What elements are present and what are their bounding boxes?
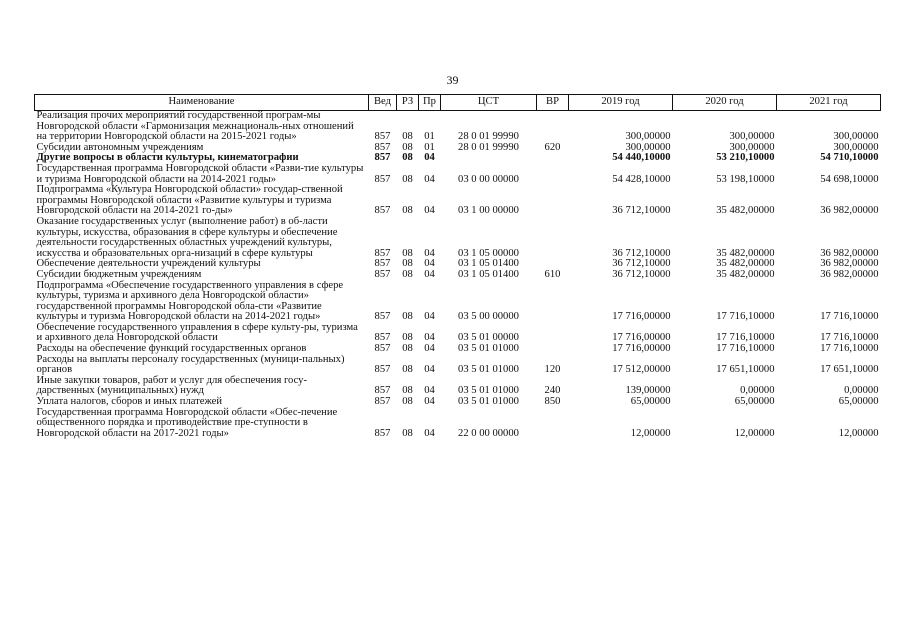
row-2021: 54 710,10000 xyxy=(820,152,879,164)
row-name: Субсидии автономным учреждениям xyxy=(36,141,204,153)
row-2019: 65,00000 xyxy=(630,396,671,408)
table-row xyxy=(35,164,881,185)
row-2019: 300,00000 xyxy=(625,141,671,153)
row-2019: 300,00000 xyxy=(625,131,671,143)
row-cst: 03 5 01 01000 xyxy=(458,396,519,408)
row-pr: 04 xyxy=(424,205,435,217)
row-rz: 08 xyxy=(402,141,413,153)
row-ved: 857 xyxy=(374,364,391,376)
row-ved: 857 xyxy=(374,385,391,397)
row-2020: 35 482,00000 xyxy=(716,258,775,270)
row-2021: 54 698,10000 xyxy=(820,173,879,185)
row-cst: 03 1 05 01400 xyxy=(458,268,519,280)
row-name: Реализация прочих мероприятий государственной програм-мы Новгородской области «Гармонизация межнациональ-ных отношений на территории Новгородской области на 2015-2021 годы» xyxy=(36,110,354,143)
row-vr: 120 xyxy=(544,364,561,376)
row-cst: 03 5 00 00000 xyxy=(458,311,519,323)
header-ved: Вед xyxy=(369,95,397,111)
row-2021: 0,00000 xyxy=(844,385,879,397)
table-row xyxy=(35,270,881,281)
row-pr: 04 xyxy=(424,396,435,408)
header-name: Наименование xyxy=(35,95,369,111)
table-row xyxy=(35,217,881,259)
row-2019: 36 712,10000 xyxy=(612,205,671,217)
row-pr: 04 xyxy=(424,152,435,164)
row-name: Расходы на обеспечение функций государственных органов xyxy=(36,343,307,355)
row-2020: 300,00000 xyxy=(729,131,775,143)
row-vr xyxy=(537,217,569,259)
table-row xyxy=(35,185,881,217)
row-cst: 03 5 01 01000 xyxy=(458,343,519,355)
row-vr: 240 xyxy=(544,385,561,397)
row-vr: 610 xyxy=(544,268,561,280)
row-ved: 857 xyxy=(374,205,391,217)
row-rz: 08 xyxy=(402,364,413,376)
row-vr xyxy=(537,185,569,217)
row-rz: 08 xyxy=(402,131,413,143)
row-2021: 36 982,00000 xyxy=(820,205,879,217)
row-ved: 857 xyxy=(374,247,391,259)
header-cst: ЦСТ xyxy=(441,95,537,111)
row-ved: 857 xyxy=(374,141,391,153)
row-name: Субсидии бюджетным учреждениям xyxy=(36,268,202,280)
budget-table xyxy=(34,94,881,439)
header-2021: 2021 год xyxy=(777,95,881,111)
row-2021: 17 716,10000 xyxy=(820,311,879,323)
row-pr: 04 xyxy=(424,311,435,323)
row-2019: 36 712,10000 xyxy=(612,258,671,270)
row-vr: 620 xyxy=(544,141,561,153)
row-vr xyxy=(537,281,569,323)
row-ved: 857 xyxy=(374,152,391,164)
row-vr xyxy=(537,111,569,143)
row-cst: 22 0 00 00000 xyxy=(458,427,519,439)
row-2021: 300,00000 xyxy=(833,131,879,143)
row-2019: 12,00000 xyxy=(630,427,671,439)
row-vr xyxy=(537,323,569,344)
row-2019: 36 712,10000 xyxy=(612,268,671,280)
row-2019: 17 716,00000 xyxy=(612,343,671,355)
header-vr: ВР xyxy=(537,95,569,111)
row-ved: 857 xyxy=(374,427,391,439)
row-rz: 08 xyxy=(402,343,413,355)
row-rz: 08 xyxy=(402,173,413,185)
row-name: Иные закупки товаров, работ и услуг для обеспечения госу-дарственных (муниципальных) нужд xyxy=(36,374,308,397)
row-cst: 03 1 05 00000 xyxy=(458,247,519,259)
row-2019: 54 440,10000 xyxy=(612,152,671,164)
table-row xyxy=(35,355,881,376)
row-name: Обеспечение деятельности учреждений культуры xyxy=(36,258,261,270)
row-pr: 04 xyxy=(424,173,435,185)
row-2021: 17 716,10000 xyxy=(820,332,879,344)
row-2021: 300,00000 xyxy=(833,141,879,153)
row-2021: 36 982,00000 xyxy=(820,258,879,270)
row-2021: 36 982,00000 xyxy=(820,247,879,259)
row-vr xyxy=(537,164,569,185)
row-rz: 08 xyxy=(402,427,413,439)
row-pr: 04 xyxy=(424,385,435,397)
row-2020: 12,00000 xyxy=(734,427,775,439)
row-name: Расходы на выплаты персоналу государственных (муници-пальных) органов xyxy=(36,353,345,376)
row-ved: 857 xyxy=(374,343,391,355)
page-number: 39 xyxy=(446,73,459,87)
row-cst: 03 5 01 01000 xyxy=(458,385,519,397)
row-ved: 857 xyxy=(374,311,391,323)
row-name: Другие вопросы в области культуры, кинематографии xyxy=(36,152,299,164)
row-cst: 28 0 01 99990 xyxy=(458,131,519,143)
row-rz: 08 xyxy=(402,385,413,397)
row-ved: 857 xyxy=(374,131,391,143)
row-rz: 08 xyxy=(402,268,413,280)
row-2020: 17 716,10000 xyxy=(716,332,775,344)
row-2020: 0,00000 xyxy=(740,385,775,397)
row-2019: 139,00000 xyxy=(625,385,671,397)
row-cst xyxy=(441,153,537,164)
row-vr: 850 xyxy=(544,396,561,408)
row-2019: 17 716,00000 xyxy=(612,332,671,344)
row-pr: 04 xyxy=(424,364,435,376)
row-cst: 03 1 05 01400 xyxy=(458,258,519,270)
row-ved: 857 xyxy=(374,258,391,270)
row-name: Подпрограмма «Культура Новгородской области» государ-ственной программы Новгородской области «Развитие культуры и туризма Новгородской области на 2014-2021 го-ды» xyxy=(36,184,343,217)
row-pr: 04 xyxy=(424,268,435,280)
row-2020: 53 210,10000 xyxy=(716,152,775,164)
row-pr: 04 xyxy=(424,332,435,344)
row-2019: 36 712,10000 xyxy=(612,247,671,259)
row-cst: 03 0 00 00000 xyxy=(458,173,519,185)
row-2020: 17 716,10000 xyxy=(716,343,775,355)
row-ved: 857 xyxy=(374,268,391,280)
row-2021: 12,00000 xyxy=(838,427,879,439)
row-2020: 17 716,10000 xyxy=(716,311,775,323)
header-rz: РЗ xyxy=(397,95,419,111)
row-name: Оказание государственных услуг (выполнение работ) в об-ласти культуры, искусства, образования в сфере культуры и обеспечение деятельности государственных областных учреждений культуры, искусства и образовательных орга-низаций в сфере культуры xyxy=(36,215,338,259)
row-name: Государственная программа Новгородской области «Обес-печение общественного порядка и противодействие пре-ступности в Новгородской области на 2017-2021 годы» xyxy=(36,406,338,439)
table-row xyxy=(35,376,881,397)
row-rz: 08 xyxy=(402,311,413,323)
table-row xyxy=(35,111,881,143)
row-pr: 01 xyxy=(424,131,435,143)
row-cst: 28 0 01 99990 xyxy=(458,141,519,153)
header-2020: 2020 год xyxy=(673,95,777,111)
table-row xyxy=(35,323,881,344)
row-2020: 35 482,00000 xyxy=(716,247,775,259)
row-ved: 857 xyxy=(374,173,391,185)
row-ved: 857 xyxy=(374,396,391,408)
row-vr xyxy=(537,408,569,440)
table-header-row xyxy=(35,95,881,111)
row-2021: 17 716,10000 xyxy=(820,343,879,355)
row-2020: 35 482,00000 xyxy=(716,268,775,280)
row-vr xyxy=(537,344,569,355)
row-2021: 65,00000 xyxy=(838,396,879,408)
row-name: Обеспечение государственного управления в сфере культу-ры, туризма и архивного дела Новгородской области xyxy=(36,321,358,344)
row-rz: 08 xyxy=(402,152,413,164)
table-row xyxy=(35,281,881,323)
row-2020: 53 198,10000 xyxy=(716,173,775,185)
row-2019: 17 512,00000 xyxy=(612,364,671,376)
header-pr: Пр xyxy=(419,95,441,111)
table-row xyxy=(35,408,881,440)
row-vr xyxy=(537,153,569,164)
row-2020: 300,00000 xyxy=(729,141,775,153)
row-pr: 01 xyxy=(424,141,435,153)
row-cst: 03 5 01 01000 xyxy=(458,364,519,376)
row-rz: 08 xyxy=(402,247,413,259)
row-2020: 17 651,10000 xyxy=(716,364,775,376)
row-rz: 08 xyxy=(402,258,413,270)
row-pr: 04 xyxy=(424,247,435,259)
row-rz: 08 xyxy=(402,396,413,408)
row-cst: 03 5 01 00000 xyxy=(458,332,519,344)
row-ved: 857 xyxy=(374,332,391,344)
row-2020: 65,00000 xyxy=(734,396,775,408)
row-name: Подпрограмма «Обеспечение государственного управления в сфере культуры, туризма и архивного дела Новгородской области» государственной программы Новгородской обла-сти «Развитие культуры и туризма Новгородской области на 2014-2021 годы» xyxy=(36,279,344,323)
row-rz: 08 xyxy=(402,332,413,344)
row-2021: 36 982,00000 xyxy=(820,268,879,280)
row-2019: 54 428,10000 xyxy=(612,173,671,185)
row-rz: 08 xyxy=(402,205,413,217)
row-2021: 17 651,10000 xyxy=(820,364,879,376)
row-2019: 17 716,00000 xyxy=(612,311,671,323)
row-pr: 04 xyxy=(424,427,435,439)
row-name: Государственная программа Новгородской области «Разви-тие культуры и туризма Новгородской области на 2014-2021 годы» xyxy=(36,162,364,185)
row-name: Уплата налогов, сборов и иных платежей xyxy=(36,396,223,408)
row-2020: 35 482,00000 xyxy=(716,205,775,217)
row-pr: 04 xyxy=(424,258,435,270)
header-2019: 2019 год xyxy=(569,95,673,111)
row-cst: 03 1 00 00000 xyxy=(458,205,519,217)
row-pr: 04 xyxy=(424,343,435,355)
